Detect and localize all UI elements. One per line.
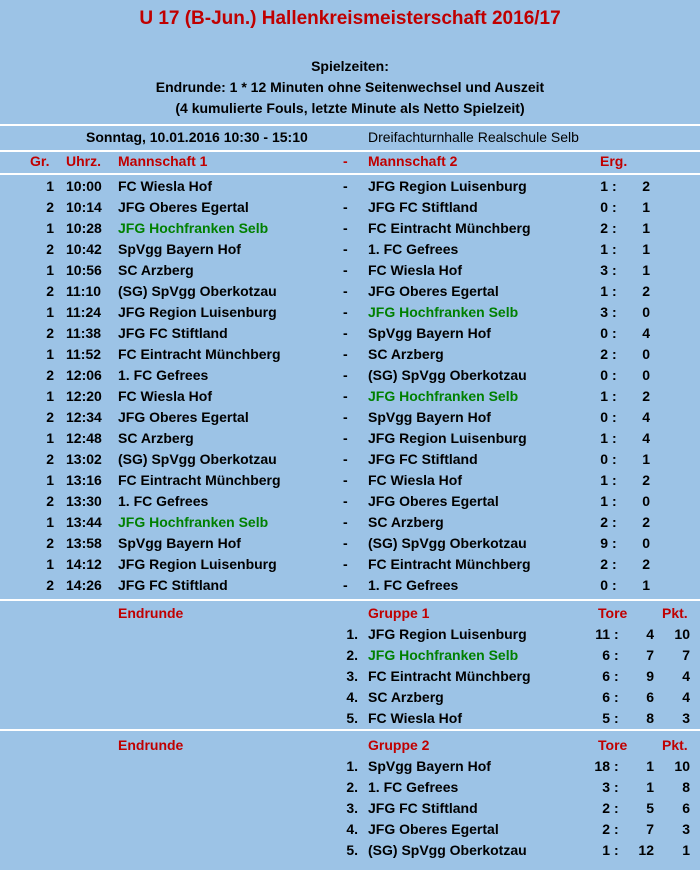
info-line-3: (4 kumulierte Fouls, letzte Minute als Netto Spielzeit): [175, 100, 525, 116]
match-dash: -: [343, 283, 348, 299]
match-row: [0, 575, 700, 596]
match-team1: JFG FC Stiftland: [118, 577, 228, 593]
match-time: 12:48: [66, 430, 102, 446]
standing-goals-against: 8: [646, 710, 654, 726]
standing-row: [0, 777, 700, 798]
score-colon: :: [612, 262, 617, 278]
match-group: 2: [46, 367, 54, 383]
match-goals-2: 1: [642, 220, 650, 236]
match-team1: JFG Oberes Egertal: [118, 409, 249, 425]
match-team1: (SG) SpVgg Oberkotzau: [118, 451, 277, 467]
match-goals-1: 0: [600, 577, 608, 593]
standing-row: [0, 840, 700, 861]
standing-rank: 1.: [346, 758, 358, 774]
match-group: 1: [46, 430, 54, 446]
match-goals-1: 1: [600, 430, 608, 446]
match-dash: -: [343, 304, 348, 320]
match-goals-2: 2: [642, 514, 650, 530]
match-row: [0, 449, 700, 470]
match-team1: JFG Region Luisenburg: [118, 304, 277, 320]
match-goals-1: 1: [600, 283, 608, 299]
group-name: Gruppe 1: [368, 605, 430, 621]
match-dash: -: [343, 325, 348, 341]
score-colon: :: [612, 430, 617, 446]
score-colon: :: [612, 514, 617, 530]
match-dash: -: [343, 241, 348, 257]
group-name: Gruppe 2: [368, 737, 430, 753]
match-row: [0, 239, 700, 260]
match-goals-2: 0: [642, 346, 650, 362]
match-dash: -: [343, 220, 348, 236]
match-group: 2: [46, 535, 54, 551]
match-goals-2: 0: [642, 304, 650, 320]
match-team2: SC Arzberg: [368, 346, 444, 362]
standing-points: 1: [682, 842, 690, 858]
match-goals-2: 0: [642, 493, 650, 509]
match-dash: -: [343, 535, 348, 551]
standing-goals-for: 6: [602, 689, 610, 705]
score-colon: :: [612, 178, 617, 194]
standing-rank: 5.: [346, 842, 358, 858]
score-colon: :: [612, 577, 617, 593]
match-row: [0, 176, 700, 197]
match-goals-2: 1: [642, 241, 650, 257]
match-goals-1: 1: [600, 241, 608, 257]
match-group: 2: [46, 241, 54, 257]
match-team2: JFG Hochfranken Selb: [368, 388, 519, 404]
match-group: 1: [46, 220, 54, 236]
standing-goals-for: 6: [602, 668, 610, 684]
match-goals-1: 2: [600, 220, 608, 236]
standing-goals-against: 7: [646, 821, 654, 837]
match-goals-2: 2: [642, 556, 650, 572]
match-goals-1: 2: [600, 514, 608, 530]
match-team2: SpVgg Bayern Hof: [368, 409, 491, 425]
divider: [0, 729, 700, 731]
match-row: [0, 323, 700, 344]
match-dash: -: [343, 199, 348, 215]
match-team1: SC Arzberg: [118, 430, 194, 446]
match-dash: -: [343, 577, 348, 593]
match-row: [0, 512, 700, 533]
standing-goals-for: 5: [602, 710, 610, 726]
score-colon: :: [612, 472, 617, 488]
standing-rank: 3.: [346, 668, 358, 684]
match-goals-1: 1: [600, 493, 608, 509]
score-colon: :: [614, 647, 619, 663]
match-goals-2: 4: [642, 430, 650, 446]
match-group: 1: [46, 514, 54, 530]
standing-row: [0, 624, 700, 645]
standing-goals-against: 7: [646, 647, 654, 663]
match-team1: FC Eintracht Münchberg: [118, 472, 281, 488]
standing-team: FC Eintracht Münchberg: [368, 668, 531, 684]
standing-team: FC Wiesla Hof: [368, 710, 462, 726]
match-dash: -: [343, 451, 348, 467]
match-team1: FC Wiesla Hof: [118, 388, 212, 404]
match-team2: 1. FC Gefrees: [368, 241, 459, 257]
match-row: [0, 302, 700, 323]
match-time: 10:42: [66, 241, 102, 257]
standing-points: 4: [682, 668, 690, 684]
match-team2: JFG Oberes Egertal: [368, 283, 499, 299]
standing-team: JFG FC Stiftland: [368, 800, 478, 816]
header-time: Uhrz.: [66, 153, 101, 169]
match-goals-2: 2: [642, 388, 650, 404]
match-team1: 1. FC Gefrees: [118, 493, 209, 509]
match-group: 2: [46, 451, 54, 467]
match-team2: JFG Oberes Egertal: [368, 493, 499, 509]
match-team2: FC Wiesla Hof: [368, 472, 462, 488]
match-team1: JFG Region Luisenburg: [118, 556, 277, 572]
match-dash: -: [343, 472, 348, 488]
match-row: [0, 428, 700, 449]
standing-goals-against: 1: [646, 758, 654, 774]
standing-goals-against: 6: [646, 689, 654, 705]
standing-team: SpVgg Bayern Hof: [368, 758, 491, 774]
group-endrunde-label: Endrunde: [118, 605, 184, 621]
standing-rank: 4.: [346, 821, 358, 837]
standing-team: JFG Oberes Egertal: [368, 821, 499, 837]
match-goals-2: 1: [642, 451, 650, 467]
match-dash: -: [343, 346, 348, 362]
score-colon: :: [612, 556, 617, 572]
group-pkt-header: Pkt.: [662, 605, 688, 621]
match-goals-1: 9: [600, 535, 608, 551]
match-time: 13:02: [66, 451, 102, 467]
match-group: 1: [46, 178, 54, 194]
match-time: 11:24: [66, 304, 102, 320]
match-row: [0, 260, 700, 281]
match-row: [0, 365, 700, 386]
standing-team: SC Arzberg: [368, 689, 444, 705]
match-team2: SC Arzberg: [368, 514, 444, 530]
standing-team: JFG Hochfranken Selb: [368, 647, 519, 663]
standing-goals-against: 1: [646, 779, 654, 795]
match-time: 10:14: [66, 199, 102, 215]
score-colon: :: [614, 626, 619, 642]
match-group: 1: [46, 262, 54, 278]
match-group: 1: [46, 346, 54, 362]
match-row: [0, 218, 700, 239]
match-team2: JFG FC Stiftland: [368, 199, 478, 215]
standing-rank: 2.: [346, 647, 358, 663]
standing-row: [0, 798, 700, 819]
match-dash: -: [343, 409, 348, 425]
header-team1: Mannschaft 1: [118, 153, 208, 169]
divider: [0, 173, 700, 175]
standing-row: [0, 687, 700, 708]
standing-points: 3: [682, 821, 690, 837]
standing-rank: 3.: [346, 800, 358, 816]
match-row: [0, 491, 700, 512]
match-team2: (SG) SpVgg Oberkotzau: [368, 367, 527, 383]
match-goals-1: 1: [600, 472, 608, 488]
match-time: 11:10: [66, 283, 102, 299]
match-goals-1: 1: [600, 388, 608, 404]
match-goals-1: 3: [600, 262, 608, 278]
standing-points: 4: [682, 689, 690, 705]
standing-goals-for: 2: [602, 800, 610, 816]
match-team1: JFG FC Stiftland: [118, 325, 228, 341]
score-colon: :: [612, 367, 617, 383]
standing-goals-for: 6: [602, 647, 610, 663]
score-colon: :: [614, 758, 619, 774]
match-team1: SpVgg Bayern Hof: [118, 535, 241, 551]
match-row: [0, 281, 700, 302]
match-goals-2: 1: [642, 262, 650, 278]
group-endrunde-label: Endrunde: [118, 737, 184, 753]
match-time: 10:00: [66, 178, 102, 194]
match-group: 2: [46, 283, 54, 299]
score-colon: :: [612, 220, 617, 236]
divider: [0, 599, 700, 601]
score-colon: :: [612, 199, 617, 215]
standing-points: 6: [682, 800, 690, 816]
standing-team: (SG) SpVgg Oberkotzau: [368, 842, 527, 858]
match-group: 2: [46, 199, 54, 215]
match-group: 1: [46, 556, 54, 572]
match-team1: 1. FC Gefrees: [118, 367, 209, 383]
standing-points: 10: [674, 758, 690, 774]
match-goals-1: 0: [600, 451, 608, 467]
standing-goals-against: 5: [646, 800, 654, 816]
match-goals-1: 0: [600, 199, 608, 215]
match-row: [0, 554, 700, 575]
match-row: [0, 533, 700, 554]
match-goals-1: 0: [600, 367, 608, 383]
standing-goals-for: 2: [602, 821, 610, 837]
match-team1: JFG Hochfranken Selb: [118, 220, 269, 236]
header-team2: Mannschaft 2: [368, 153, 458, 169]
match-goals-2: 1: [642, 199, 650, 215]
match-goals-2: 1: [642, 577, 650, 593]
match-team1: FC Wiesla Hof: [118, 178, 212, 194]
match-goals-1: 3: [600, 304, 608, 320]
standing-rank: 5.: [346, 710, 358, 726]
standing-points: 7: [682, 647, 690, 663]
standing-points: 10: [674, 626, 690, 642]
venue: Dreifachturnhalle Realschule Selb: [368, 129, 579, 145]
match-time: 13:30: [66, 493, 102, 509]
match-time: 10:56: [66, 262, 102, 278]
match-goals-2: 0: [642, 367, 650, 383]
standing-row: [0, 708, 700, 729]
header-gr: Gr.: [30, 153, 50, 169]
score-colon: :: [614, 689, 619, 705]
match-goals-1: 2: [600, 556, 608, 572]
match-row: [0, 386, 700, 407]
standing-row: [0, 645, 700, 666]
score-colon: :: [612, 325, 617, 341]
match-time: 11:52: [66, 346, 102, 362]
standing-row: [0, 819, 700, 840]
match-group: 1: [46, 388, 54, 404]
match-time: 10:28: [66, 220, 102, 236]
match-team2: 1. FC Gefrees: [368, 577, 459, 593]
match-dash: -: [343, 514, 348, 530]
page-title: U 17 (B-Jun.) Hallenkreismeisterschaft 2016/17: [139, 8, 561, 29]
standing-row: [0, 666, 700, 687]
match-team1: JFG Hochfranken Selb: [118, 514, 269, 530]
match-goals-2: 2: [642, 283, 650, 299]
match-dash: -: [343, 178, 348, 194]
match-goals-1: 1: [600, 178, 608, 194]
group-header: [0, 735, 700, 756]
match-dash: -: [343, 388, 348, 404]
info-line-2: Endrunde: 1 * 12 Minuten ohne Seitenwechsel und Auszeit: [155, 79, 545, 95]
header-result: Erg.: [600, 153, 628, 169]
match-time: 13:16: [66, 472, 102, 488]
date-venue-band: [0, 124, 700, 152]
match-goals-1: 2: [600, 346, 608, 362]
match-group: 2: [46, 493, 54, 509]
match-time: 12:34: [66, 409, 102, 425]
match-goals-1: 0: [600, 409, 608, 425]
standing-rank: 2.: [346, 779, 358, 795]
score-colon: :: [612, 451, 617, 467]
match-goals-2: 2: [642, 178, 650, 194]
group-tore-header: Tore: [598, 605, 628, 621]
match-goals-2: 0: [642, 535, 650, 551]
score-colon: :: [614, 800, 619, 816]
standing-goals-for: 11: [595, 626, 610, 642]
match-row: [0, 407, 700, 428]
score-colon: :: [612, 388, 617, 404]
match-team2: SpVgg Bayern Hof: [368, 325, 491, 341]
match-time: 12:06: [66, 367, 102, 383]
match-dash: -: [343, 556, 348, 572]
match-dash: -: [343, 262, 348, 278]
match-group: 2: [46, 409, 54, 425]
match-team1: SpVgg Bayern Hof: [118, 241, 241, 257]
match-group: 2: [46, 577, 54, 593]
score-colon: :: [612, 346, 617, 362]
score-colon: :: [612, 283, 617, 299]
match-team2: JFG Region Luisenburg: [368, 178, 527, 194]
standing-team: JFG Region Luisenburg: [368, 626, 527, 642]
match-goals-1: 0: [600, 325, 608, 341]
match-row: [0, 197, 700, 218]
standing-goals-against: 12: [638, 842, 654, 858]
match-team2: JFG Region Luisenburg: [368, 430, 527, 446]
score-colon: :: [614, 710, 619, 726]
standing-goals-against: 4: [646, 626, 654, 642]
match-date: Sonntag, 10.01.2016 10:30 - 15:10: [86, 129, 308, 145]
match-team2: JFG FC Stiftland: [368, 451, 478, 467]
score-colon: :: [612, 493, 617, 509]
group-pkt-header: Pkt.: [662, 737, 688, 753]
match-goals-2: 4: [642, 409, 650, 425]
standing-goals-for: 3: [602, 779, 610, 795]
match-dash: -: [343, 493, 348, 509]
score-colon: :: [612, 409, 617, 425]
score-colon: :: [614, 668, 619, 684]
match-team2: JFG Hochfranken Selb: [368, 304, 519, 320]
match-dash: -: [343, 430, 348, 446]
standing-rank: 1.: [346, 626, 358, 642]
score-colon: :: [614, 821, 619, 837]
match-team1: FC Eintracht Münchberg: [118, 346, 281, 362]
match-dash: -: [343, 367, 348, 383]
match-time: 14:12: [66, 556, 102, 572]
standing-team: 1. FC Gefrees: [368, 779, 459, 795]
info-line-1: Spielzeiten:: [311, 58, 389, 74]
match-goals-2: 4: [642, 325, 650, 341]
group-header: [0, 603, 700, 624]
score-colon: :: [614, 779, 619, 795]
match-group: 2: [46, 325, 54, 341]
standing-points: 8: [682, 779, 690, 795]
match-team2: (SG) SpVgg Oberkotzau: [368, 535, 527, 551]
match-time: 11:38: [66, 325, 102, 341]
match-time: 13:58: [66, 535, 102, 551]
match-team2: FC Eintracht Münchberg: [368, 556, 531, 572]
score-colon: :: [612, 241, 617, 257]
group-tore-header: Tore: [598, 737, 628, 753]
score-colon: :: [612, 304, 617, 320]
match-row: [0, 470, 700, 491]
match-time: 14:26: [66, 577, 102, 593]
header-dash: -: [343, 153, 348, 169]
standing-rank: 4.: [346, 689, 358, 705]
match-team1: (SG) SpVgg Oberkotzau: [118, 283, 277, 299]
score-colon: :: [614, 842, 619, 858]
match-team2: FC Wiesla Hof: [368, 262, 462, 278]
standing-goals-for: 18: [594, 758, 610, 774]
match-goals-2: 2: [642, 472, 650, 488]
schedule-header: [0, 151, 700, 172]
standing-row: [0, 756, 700, 777]
standing-points: 3: [682, 710, 690, 726]
standing-goals-for: 1: [602, 842, 610, 858]
match-group: 1: [46, 304, 54, 320]
match-time: 13:44: [66, 514, 102, 530]
match-time: 12:20: [66, 388, 102, 404]
match-team1: SC Arzberg: [118, 262, 194, 278]
match-team2: FC Eintracht Münchberg: [368, 220, 531, 236]
score-colon: :: [612, 535, 617, 551]
match-team1: JFG Oberes Egertal: [118, 199, 249, 215]
match-group: 1: [46, 472, 54, 488]
match-row: [0, 344, 700, 365]
standing-goals-against: 9: [646, 668, 654, 684]
